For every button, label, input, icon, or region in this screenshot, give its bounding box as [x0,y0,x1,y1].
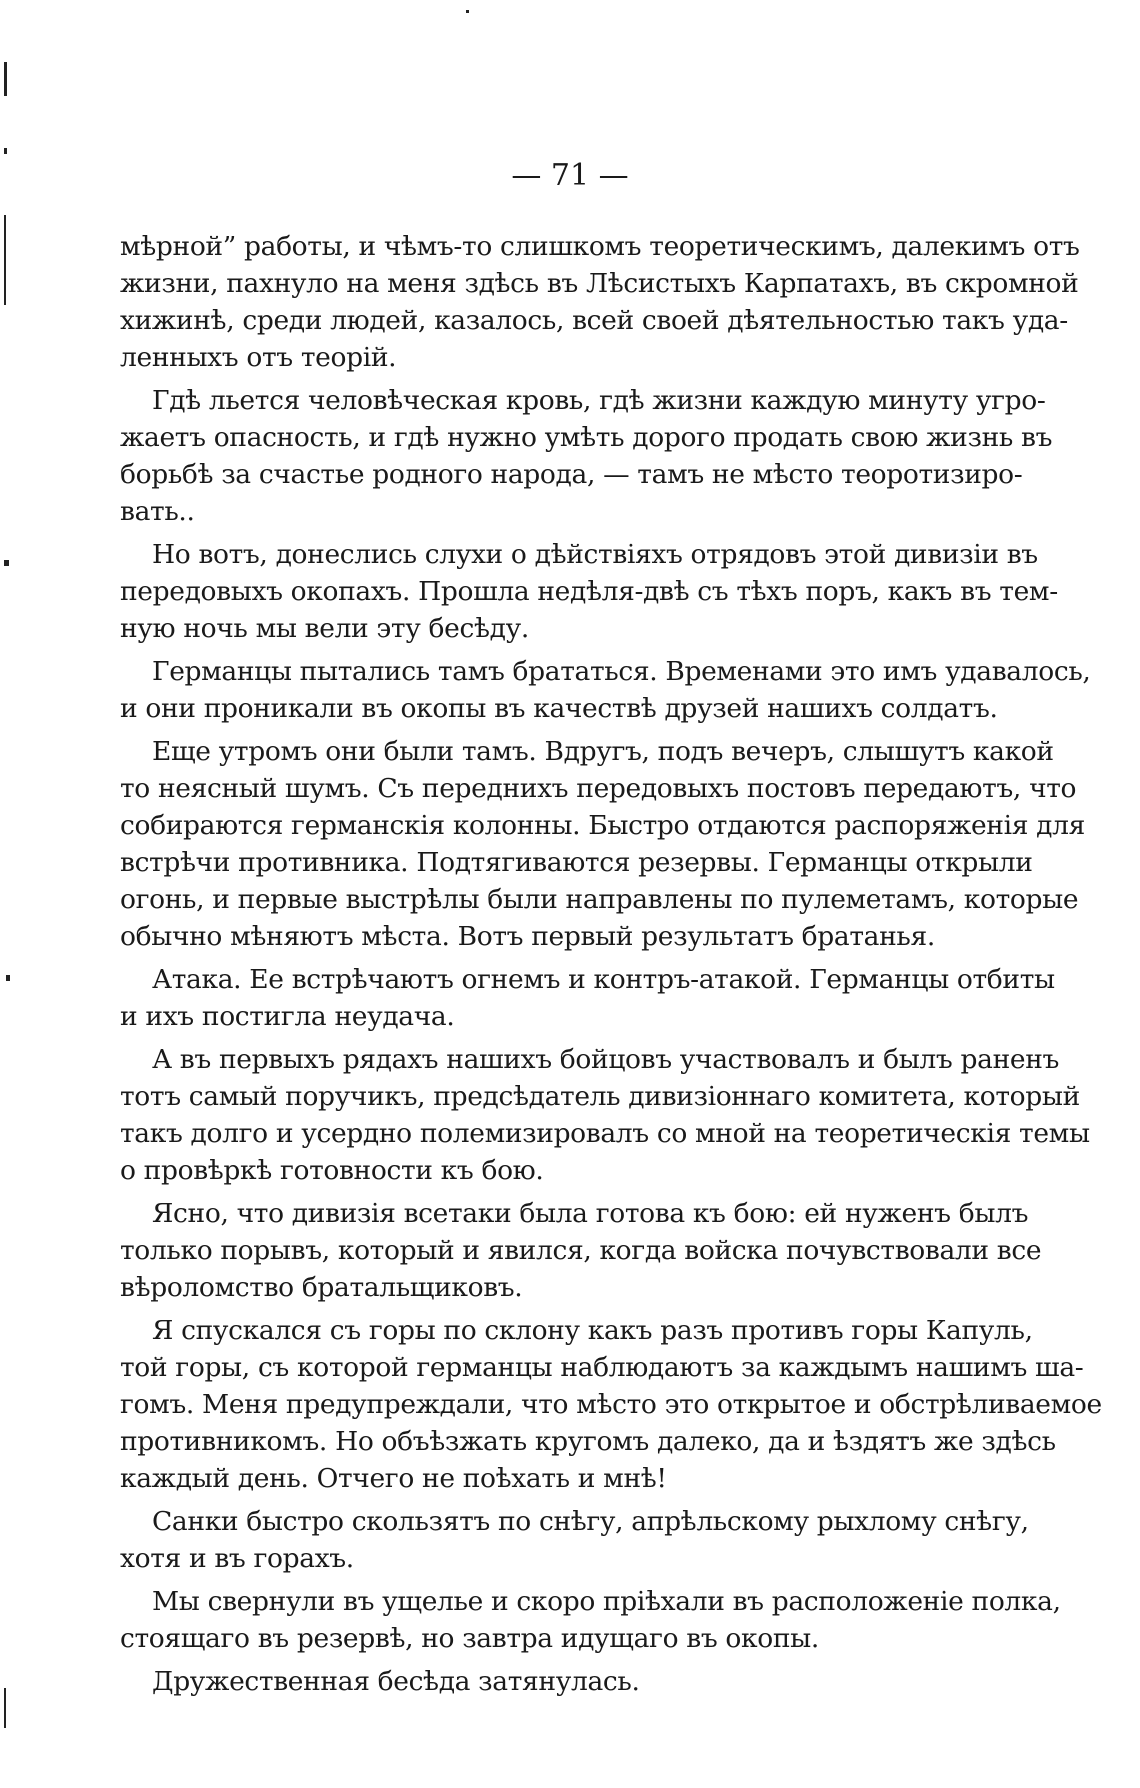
text-line: Но вотъ, донеслись слухи о дѣйствіяхъ отрядовъ этой дивизіи въ [152,539,1038,570]
scan-mark [4,62,7,96]
text-line: собираются германскія колонны. Быстро отдаются распоряженія для [120,810,1085,841]
paragraph [120,653,1091,727]
paragraph [120,961,1055,1035]
paragraph [120,228,1080,376]
paragraph [120,1195,1042,1306]
paragraph [120,1041,1090,1189]
text-line: Санки быстро скользятъ по снѣгу, апрѣльскому рыхлому снѣгу, [152,1506,1029,1537]
text-line: Еще утромъ они были тамъ. Вдругъ, подъ вечеръ, слышутъ какой [152,736,1054,767]
scan-mark [6,975,10,981]
text-line: каждый день. Отчего не поѣхать и мнѣ! [120,1463,667,1494]
scan-mark [4,560,9,566]
page-number: — 71 — [511,158,629,193]
body-text [120,228,1102,1706]
paragraph [120,1503,1029,1577]
text-line: той горы, съ которой германцы наблюдаютъ за каждымъ нашимъ ша- [120,1352,1084,1383]
text-line: Германцы пытались тамъ брататься. Временами это имъ удавалось, [152,656,1091,687]
text-line: о провѣркѣ готовности къ бою. [120,1155,544,1186]
text-line: жаетъ опасность, и гдѣ нужно умѣть дорого продать свою жизнь въ [120,422,1053,453]
text-line: такъ долго и усердно полемизировалъ со мной на теоретическія темы [120,1118,1090,1149]
text-line: передовыхъ окопахъ. Прошла недѣля-двѣ съ тѣхъ поръ, какъ въ тем- [120,576,1058,607]
text-line: тотъ самый поручикъ, предсѣдатель дивизіоннаго комитета, который [120,1081,1080,1112]
paragraph [120,1663,986,1700]
text-line: Я спускался съ горы по склону какъ разъ противъ горы Капуль, [152,1315,1033,1346]
text-line: ную ночь мы вели эту бесѣду. [120,613,529,644]
scan-mark [4,1688,6,1728]
paragraph [120,1583,1061,1657]
text-line: то неясный шумъ. Съ переднихъ передовыхъ постовъ передаютъ, что [120,773,1077,804]
text-line: и ихъ постигла неудача. [120,1001,455,1032]
scan-mark [4,148,7,154]
text-line: А въ первыхъ рядахъ нашихъ бойцовъ участвовалъ и былъ раненъ [152,1044,1060,1075]
text-line: только порывъ, который и явился, когда войска почувствовали все [120,1235,1042,1266]
text-line: хижинѣ, среди людей, казалось, всей своей дѣятельностью такъ уда- [120,305,1068,336]
text-line: и они проникали въ окопы въ качествѣ друзей нашихъ солдатъ. [120,693,998,724]
scan-mark [4,215,6,305]
text-line: Мы свернули въ ущелье и скоро пріѣхали въ расположеніе полка, [152,1586,1061,1617]
text-line: Ясно, что дивизія всетаки была готова къ бою: ей нуженъ былъ [152,1198,1029,1229]
paragraph [120,1312,1102,1497]
text-line: встрѣчи противника. Подтягиваются резервы. Германцы открыли [120,847,1033,878]
text-line: противникомъ. Но объѣзжать кругомъ далеко, да и ѣздятъ же здѣсь [120,1426,1056,1457]
text-line: обычно мѣняютъ мѣста. Вотъ первый результатъ братанья. [120,921,935,952]
text-line: вать.. [120,496,195,527]
paragraph [120,382,1053,530]
text-line: борьбѣ за счастье родного народа, — тамъ не мѣсто теоротизиро- [120,459,1023,490]
text-line: Дружественная бесѣда затянулась. [152,1666,640,1697]
text-line: Атака. Ее встрѣчаютъ огнемъ и контръ-атакой. Германцы отбиты [152,964,1055,995]
scan-mark [466,10,469,13]
paragraph [120,733,1085,955]
text-line: вѣроломство братальщиковъ. [120,1272,523,1303]
text-line: хотя и въ горахъ. [120,1543,354,1574]
text-line: стоящаго въ резервѣ, но завтра идущаго въ окопы. [120,1623,819,1654]
text-line: мѣрной” работы, и чѣмъ-то слишкомъ теоретическимъ, далекимъ отъ [120,231,1080,262]
text-line: гомъ. Меня предупреждали, что мѣсто это открытое и обстрѣливаемое [120,1389,1102,1420]
text-line: жизни, пахнуло на меня здѣсь въ Лѣсистыхъ Карпатахъ, въ скромной [120,268,1079,299]
paragraph [120,536,1058,647]
text-line: огонь, и первые выстрѣлы были направлены по пулеметамъ, которые [120,884,1079,915]
text-line: Гдѣ льется человѣческая кровь, гдѣ жизни каждую минуту угро- [152,385,1046,416]
text-line: ленныхъ отъ теорій. [120,342,397,373]
